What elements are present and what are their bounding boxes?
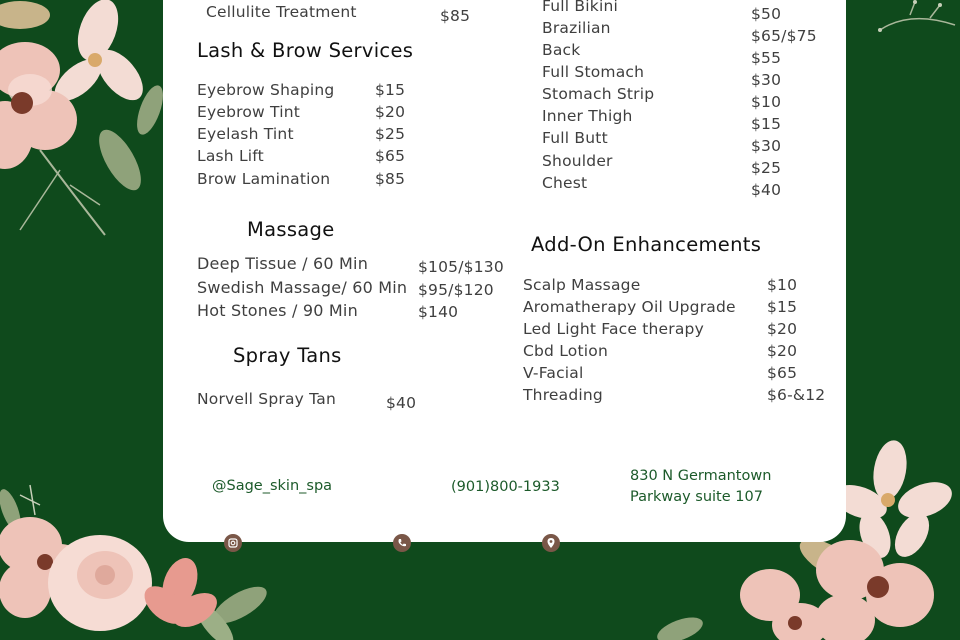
floral-decoration-top-left	[0, 0, 175, 250]
service-price: $10	[767, 276, 798, 294]
service-name: Back	[542, 41, 581, 59]
service-name: Full Stomach	[542, 63, 645, 81]
service-price: $40	[751, 181, 782, 199]
instagram-icon[interactable]	[224, 534, 242, 552]
service-name: Aromatherapy Oil Upgrade	[523, 298, 736, 316]
service-price: $15	[767, 298, 798, 316]
service-price: $95/$120	[418, 281, 494, 299]
service-price: $15	[751, 115, 782, 133]
service-price: $6-&12	[767, 386, 826, 404]
service-price: $50	[751, 5, 782, 23]
address-line-1: 830 N Germantown	[630, 468, 772, 484]
service-name: Scalp Massage	[523, 276, 641, 294]
service-price: $30	[751, 137, 782, 155]
floral-decoration-top-right	[870, 0, 960, 40]
service-name: V-Facial	[523, 364, 584, 382]
service-name: Shoulder	[542, 152, 613, 170]
section-title-addons: Add-On Enhancements	[531, 233, 762, 256]
service-name: Norvell Spray Tan	[197, 390, 336, 408]
service-name: Inner Thigh	[542, 107, 633, 125]
service-price: $25	[375, 125, 406, 143]
phone-number[interactable]: (901)800-1933	[451, 479, 560, 495]
service-name: Threading	[523, 386, 603, 404]
service-name-cellulite: Cellulite Treatment	[206, 3, 357, 21]
service-name: Chest	[542, 174, 588, 192]
service-price: $20	[767, 320, 798, 338]
service-name: Brazilian	[542, 19, 611, 37]
service-name: Swedish Massage/ 60 Min	[197, 278, 408, 297]
service-name: Full Bikini	[542, 0, 618, 15]
service-name: Lash Lift	[197, 147, 264, 165]
service-price: $40	[386, 394, 417, 412]
service-name: Cbd Lotion	[523, 342, 608, 360]
service-price: $15	[375, 81, 406, 99]
service-name: Stomach Strip	[542, 85, 655, 103]
service-price: $25	[751, 159, 782, 177]
service-name: Hot Stones / 90 Min	[197, 301, 358, 320]
service-price: $65/$75	[751, 27, 817, 45]
service-price: $65	[375, 147, 406, 165]
service-price: $65	[767, 364, 798, 382]
service-price: $30	[751, 71, 782, 89]
service-price: $105/$130	[418, 258, 504, 276]
service-price: $10	[751, 93, 782, 111]
service-price: $85	[375, 170, 406, 188]
service-name: Deep Tissue / 60 Min	[197, 254, 369, 273]
service-name: Eyebrow Tint	[197, 103, 301, 121]
service-price-cellulite: $85	[440, 7, 471, 25]
phone-icon[interactable]	[393, 534, 411, 552]
service-price: $20	[375, 103, 406, 121]
service-name: Eyelash Tint	[197, 125, 294, 143]
service-name: Full Butt	[542, 129, 608, 147]
section-title-spray-tans: Spray Tans	[233, 344, 342, 367]
section-title-massage: Massage	[247, 218, 335, 241]
service-price: $55	[751, 49, 782, 67]
instagram-handle[interactable]: @Sage_skin_spa	[212, 478, 333, 494]
service-price: $140	[418, 303, 459, 321]
service-name: Led Light Face therapy	[523, 320, 704, 338]
section-title-lash-brow: Lash & Brow Services	[197, 39, 414, 62]
service-name: Eyebrow Shaping	[197, 81, 335, 99]
location-pin-icon[interactable]	[542, 534, 560, 552]
service-price: $20	[767, 342, 798, 360]
service-name: Brow Lamination	[197, 170, 331, 188]
address-line-2: Parkway suite 107	[630, 489, 763, 505]
